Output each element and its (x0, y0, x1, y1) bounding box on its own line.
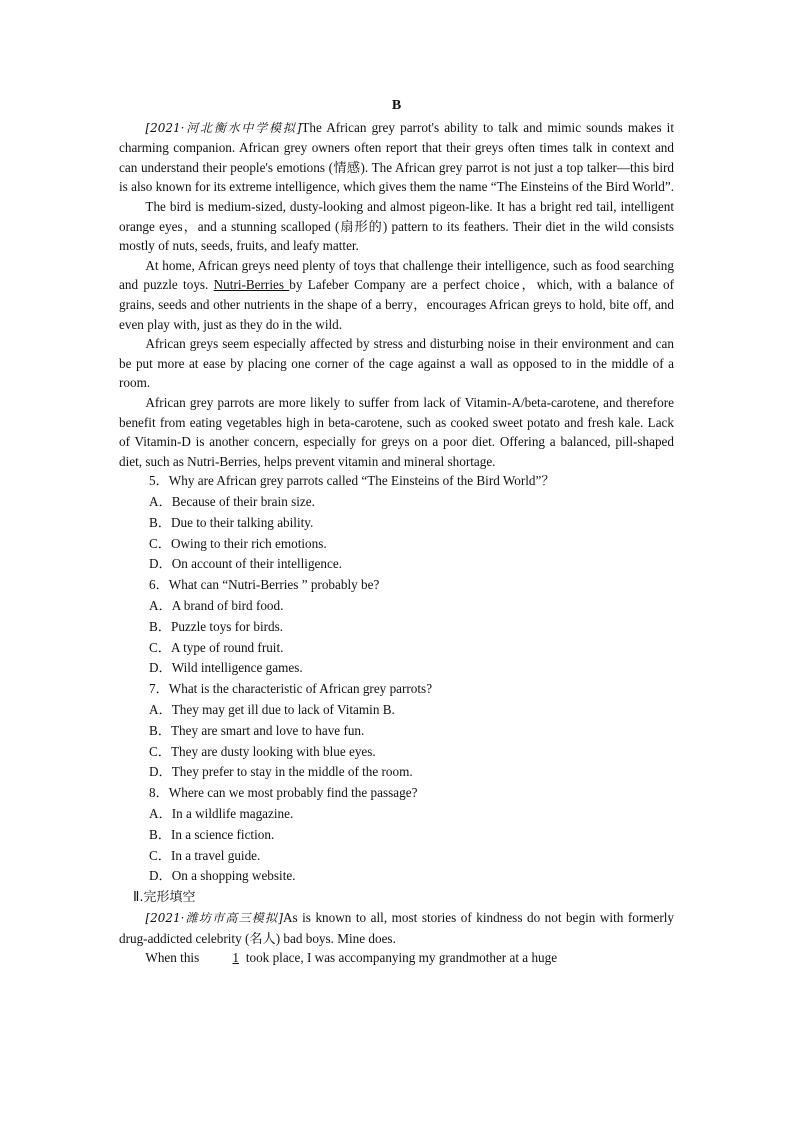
option-d: D．Wild intelligence games. (149, 660, 303, 676)
cloze-paragraph-2 (119, 948, 674, 968)
passage-paragraph-1 (119, 118, 674, 197)
passage-paragraph-2: The bird is medium-sized, dusty-looking and almost pigeon-like. It has a bright red tail, intelligent orange eyes，and a stunning scalloped (扇形的) pattern to its feathers. Their diet in the wild consists mostly of nuts, seeds, fruits, and leafy matter. (119, 198, 674, 254)
passage-paragraph-3 (119, 256, 674, 334)
option-a: A．Because of their brain size. (149, 494, 315, 510)
option-c: C．They are dusty looking with blue eyes. (149, 743, 376, 759)
paragraph-text: At home, African greys need plenty of toys that challenge their intelligence, such as food searching and puzzle toys. (119, 257, 674, 293)
option-b: B．Puzzle toys for birds. (149, 618, 284, 634)
option-b: B．They are smart and love to have fun. (149, 722, 365, 738)
question-stem: 5．Why are African grey parrots called “The Einsteins of the Bird World”？ (149, 473, 555, 489)
source-citation: [2021·潍坊市高三模拟] (145, 911, 283, 926)
source-citation: [2021·河北衡水中学模拟] (145, 120, 302, 135)
question-5 (119, 471, 674, 575)
option-d: D．On a shopping website. (149, 868, 296, 884)
question-6 (119, 575, 674, 679)
document-page (119, 96, 674, 968)
option-b: B．Due to their talking ability. (149, 514, 314, 530)
option-c: C．Owing to their rich emotions. (149, 535, 327, 551)
section-heading: Ⅱ.完形填空 (133, 890, 196, 906)
passage-paragraph-5: African grey parrots are more likely to suffer from lack of Vitamin-A/beta-carotene, and therefore benefit from eating vegetables high in beta-carotene, such as cooked sweet potato and fresh kale. Lack of Vitamin-D is another concern, especially for greys on a poor diet. Offering a balanced, pill-shaped diet, such as Nutri-Berries, helps prevent vitamin and mineral shortage. (119, 394, 674, 469)
option-d: D．On account of their intelligence. (149, 556, 342, 572)
option-a: A．They may get ill due to lack of Vitamin B. (149, 702, 395, 718)
option-b: B．In a science fiction. (149, 826, 275, 842)
passage-title: B (391, 98, 402, 113)
question-8 (119, 783, 674, 887)
option-d: D．They prefer to stay in the middle of the room. (149, 764, 413, 780)
option-c: C．In a travel guide. (149, 847, 261, 863)
option-a: A．In a wildlife magazine. (149, 806, 294, 822)
paragraph-text: As is known to all, most stories of kindness do not begin with formerly drug-addicted celebrity (名人) bad boys. Mine does. (119, 910, 674, 946)
paragraph-text: by Lafeber Company are a perfect choice，which, with a balance of grains, seeds and other nutrients in the shape of a berry，encourages African greys to hold, bite off, and even play with, just as they do in the wild. (119, 277, 675, 332)
cloze-paragraph-1 (119, 908, 674, 948)
underlined-term: Nutri-Berries (213, 277, 290, 293)
cloze-blank: 1 (232, 950, 240, 966)
question-stem: 7．What is the characteristic of African grey parrots? (149, 681, 433, 697)
paragraph-text: took place, I was accompanying my grandmother at a huge (242, 950, 558, 966)
option-a: A．A brand of bird food. (149, 598, 284, 614)
passage-paragraph-4: African greys seem especially affected by stress and disturbing noise in their environment and can be put more at ease by placing one corner of the cage against a wall as opposed to in the middle of a room. (119, 336, 674, 391)
question-7 (119, 679, 674, 783)
question-stem: 8．Where can we most probably find the passage? (149, 785, 418, 801)
question-stem: 6．What can “Nutri-Berries ” probably be? (149, 577, 380, 593)
option-c: C．A type of round fruit. (149, 639, 284, 655)
paragraph-text: When this (145, 950, 203, 966)
paragraph-text: The African grey parrot's ability to talk and mimic sounds makes it charming companion. African grey owners often report that their greys often times talk in context and can understand their people's emotions (情感). The African grey parrot is not just a top talker—this bird is also known for its extreme intelligence, which gives them the name “The Einsteins of the Bird World”. (119, 119, 674, 195)
